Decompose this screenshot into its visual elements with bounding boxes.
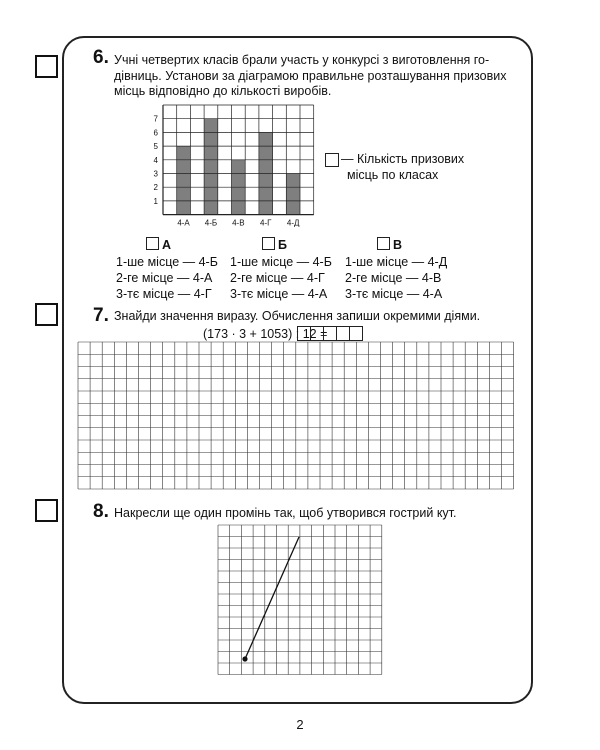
option-b-line: 1-ше місце — 4-Б [230, 255, 332, 269]
option-c-line: 3-тє місце — 4-А [345, 287, 443, 301]
answer-cell[interactable] [349, 326, 363, 341]
y-tick-label: 4 [153, 155, 158, 165]
option-a[interactable] [146, 237, 171, 252]
task-6-text-line: місць відповідно до кількості виробів. [114, 84, 332, 98]
answer-cells[interactable] [298, 326, 363, 341]
option-c-checkbox[interactable] [377, 237, 390, 250]
bar-4-Д [286, 174, 300, 215]
legend-text-line: місць по класах [347, 167, 439, 182]
option-a-label: А [162, 238, 172, 252]
option-c-line: 2-ге місце — 4-В [345, 271, 442, 285]
y-tick-label: 6 [153, 128, 158, 138]
task-8-number: 8. [93, 501, 109, 522]
bar-chart [154, 105, 314, 228]
answer-cell[interactable] [323, 326, 337, 341]
option-b-line: 3-тє місце — 4-А [230, 287, 328, 301]
option-a-checkbox[interactable] [146, 237, 159, 250]
task-8-text: Накресли ще один промінь так, щоб утворився гострий кут. [114, 506, 457, 520]
answer-cell[interactable] [310, 326, 324, 341]
x-tick-label: 4-Б [204, 218, 218, 228]
task-7-text: Знайди значення виразу. Обчислення запиши окремими діями. [114, 309, 481, 323]
x-tick-label: 4-Г [260, 218, 272, 228]
calculation-grid[interactable] [78, 342, 514, 489]
option-b-label: Б [278, 238, 287, 252]
answer-cell[interactable] [297, 326, 311, 341]
legend-swatch [325, 153, 339, 167]
page-number: 2 [296, 717, 304, 732]
ray-vertex-point [242, 656, 247, 661]
option-c[interactable] [377, 237, 402, 252]
option-c-line: 1-ше місце — 4-Д [345, 255, 448, 269]
option-a-line: 2-ге місце — 4-А [116, 271, 213, 285]
bar-4-А [177, 146, 191, 215]
answer-cell[interactable] [336, 326, 350, 341]
task-6-text-line: Учні четвертих класів брали участь у конкурсі з виготовлення го- [114, 53, 490, 67]
y-tick-label: 3 [153, 169, 158, 179]
option-b-checkbox[interactable] [262, 237, 275, 250]
y-tick-label: 7 [153, 114, 158, 124]
y-tick-label: 2 [153, 183, 158, 193]
math-expression: (173 · 3 + 1053) : 12 = [203, 327, 328, 341]
legend-text-line: — Кількість призових [341, 152, 465, 166]
option-b-line: 2-ге місце — 4-Г [230, 271, 325, 285]
bar-4-Б [204, 119, 218, 215]
task-6-text-line: дівниць. Установи за діаграмою правильне розташування призових [114, 68, 507, 83]
chart-legend [325, 152, 464, 183]
task-6-number: 6. [93, 47, 109, 68]
angle-drawing-grid[interactable] [218, 525, 382, 675]
option-b[interactable] [262, 237, 287, 252]
option-c-label: В [393, 238, 403, 252]
option-a-line: 3-тє місце — 4-Г [116, 287, 212, 301]
option-a-line: 1-ше місце — 4-Б [116, 255, 218, 269]
x-tick-label: 4-А [177, 218, 190, 228]
x-tick-label: 4-Д [286, 218, 300, 228]
task-7-number: 7. [93, 305, 109, 326]
y-tick-label: 1 [153, 196, 158, 206]
x-tick-label: 4-В [232, 218, 245, 228]
y-tick-label: 5 [153, 142, 158, 152]
